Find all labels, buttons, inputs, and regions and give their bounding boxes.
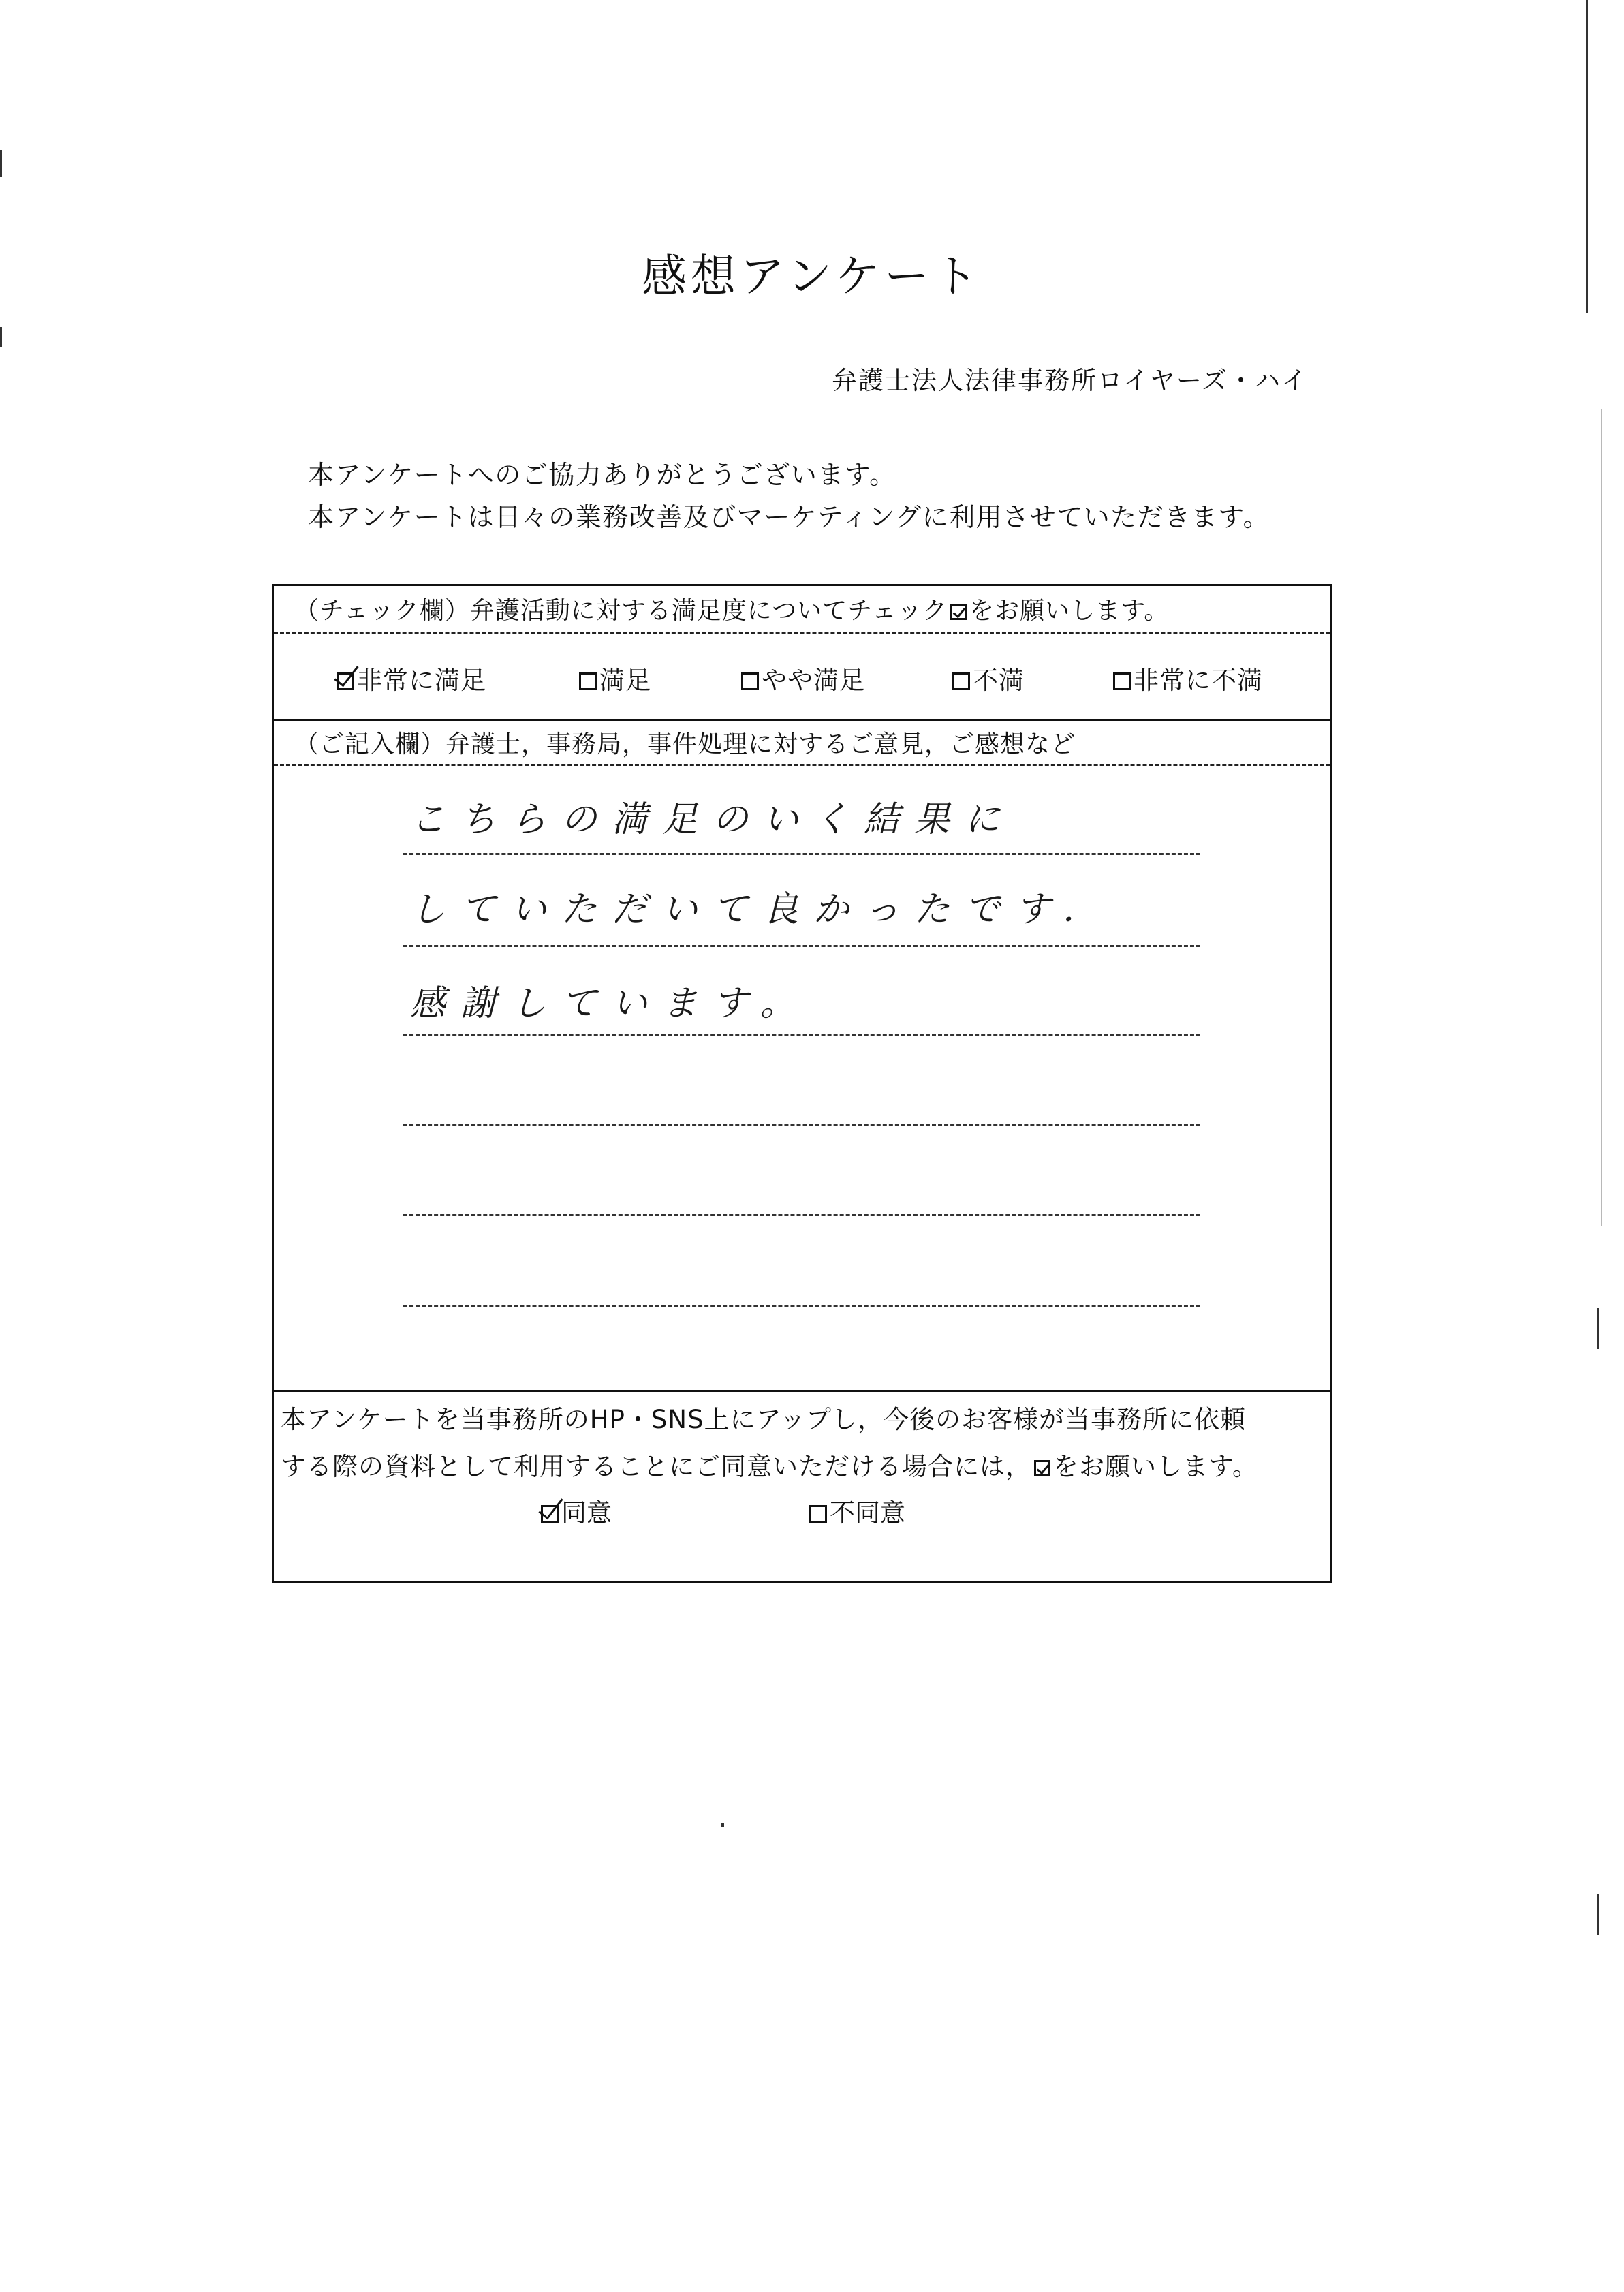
scan-edge-mark bbox=[0, 150, 2, 177]
intro-line-1: 本アンケートへのご協力ありがとうございます。 bbox=[308, 460, 896, 490]
scan-edge-mark bbox=[0, 327, 2, 347]
option-disagree[interactable]: 不同意 bbox=[809, 1492, 905, 1529]
writing-line bbox=[403, 1305, 1200, 1307]
consent-line-1: 本アンケートを当事務所のHP・SNS上にアップし，今後のお客様が当事務所に依頼 bbox=[281, 1405, 1246, 1434]
option-dissatisfied[interactable]: 不満 bbox=[952, 660, 1025, 696]
option-very-dissatisfied[interactable]: 非常に不満 bbox=[1113, 660, 1263, 696]
page-title: 感想アンケート bbox=[641, 250, 983, 303]
survey-form bbox=[272, 584, 1332, 1583]
option-somewhat-satisfied[interactable]: やや満足 bbox=[741, 660, 865, 696]
intro-line-2: 本アンケートは日々の業務改善及びマーケティングに利用させていただきます。 bbox=[308, 502, 1270, 532]
option-very-satisfied[interactable]: 非常に満足 bbox=[337, 660, 486, 696]
handwritten-comment-line-2: していただいて良かったです． bbox=[410, 889, 1113, 930]
checkbox-checked-icon[interactable] bbox=[337, 672, 354, 690]
checkbox-icon[interactable] bbox=[741, 672, 759, 690]
scan-speck bbox=[721, 1823, 724, 1827]
divider bbox=[274, 632, 1330, 634]
writing-line bbox=[403, 853, 1200, 855]
consent-line-2: する際の資料として利用することにご同意いただける場合には， をお願いします。 bbox=[281, 1452, 1259, 1481]
check-section-heading: （チェック欄）弁護活動に対する満足度についてチェック をお願いします。 bbox=[294, 597, 1170, 625]
handwritten-comment-line-1: こちらの満足のいく結果に bbox=[410, 799, 1016, 840]
scan-edge-mark bbox=[1597, 1308, 1599, 1349]
firm-name: 弁護士法人法律事務所ロイヤーズ・ハイ bbox=[831, 366, 1308, 395]
option-satisfied[interactable]: 満足 bbox=[579, 660, 651, 696]
checkmark-box-icon bbox=[1034, 1460, 1050, 1476]
writing-line bbox=[403, 1034, 1200, 1036]
section-border bbox=[274, 719, 1330, 721]
section-border bbox=[274, 1390, 1330, 1392]
writing-line bbox=[403, 1214, 1200, 1216]
handwritten-comment-line-3: 感謝しています。 bbox=[410, 983, 811, 1024]
checkmark-box-icon bbox=[950, 604, 967, 620]
checkbox-icon[interactable] bbox=[952, 672, 970, 690]
comment-section-heading: （ご記入欄）弁護士，事務局，事件処理に対するご意見，ご感想など bbox=[294, 730, 1076, 758]
scan-edge-mark bbox=[1597, 1894, 1599, 1935]
writing-line bbox=[403, 1124, 1200, 1126]
divider bbox=[274, 764, 1330, 766]
scan-edge-mark bbox=[1601, 409, 1602, 1226]
checkbox-icon[interactable] bbox=[579, 672, 597, 690]
checkbox-checked-icon[interactable] bbox=[541, 1505, 559, 1523]
checkbox-icon[interactable] bbox=[1113, 672, 1131, 690]
writing-line bbox=[403, 945, 1200, 947]
checkbox-icon[interactable] bbox=[809, 1505, 827, 1523]
option-agree[interactable]: 同意 bbox=[541, 1492, 612, 1529]
scan-edge-mark bbox=[1586, 0, 1588, 313]
